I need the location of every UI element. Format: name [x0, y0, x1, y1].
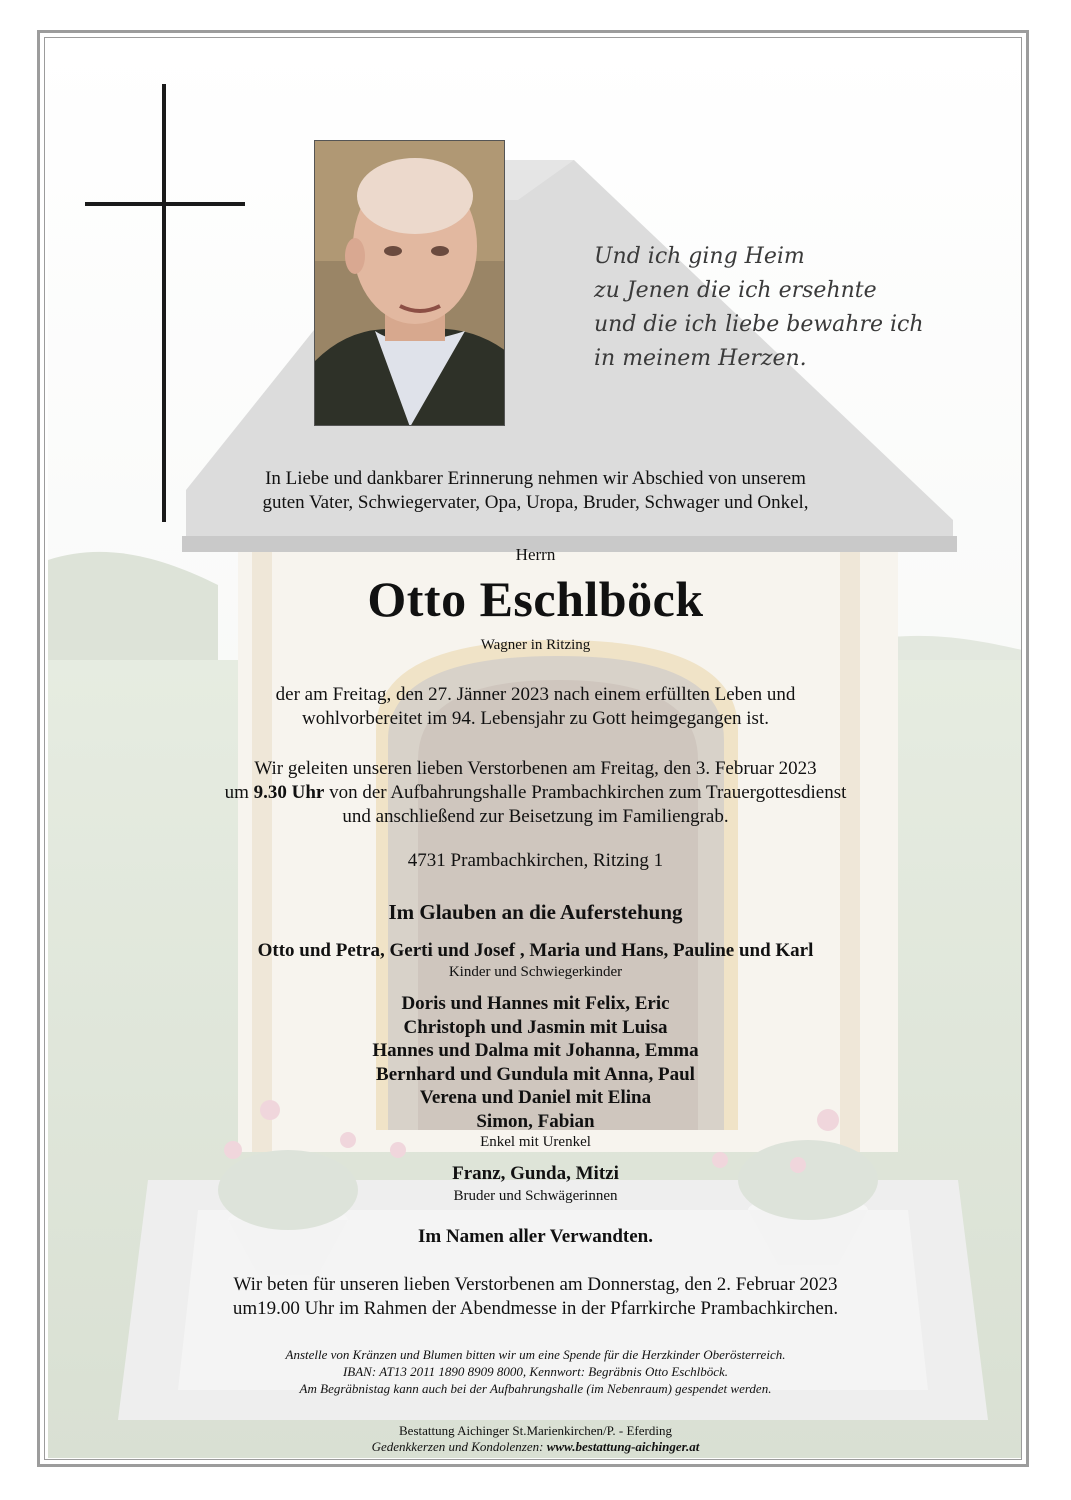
quote-poem	[594, 240, 954, 376]
footer-condolences	[48, 1439, 1023, 1455]
quote-line: Und ich ging Heim	[594, 244, 805, 269]
siblings-names: Franz, Gunda, Mitzi	[452, 1163, 619, 1184]
funeral-notice	[48, 757, 1023, 829]
children-caption: Kinder und Schwiegerkinder	[448, 964, 623, 980]
prayer-line-1: Wir beten für unseren lieben Verstorbenen am Donnerstag, den 2. Februar 2023	[233, 1274, 838, 1295]
intro-line-2: guten Vater, Schwiegervater, Opa, Uropa, Bruder, Schwager und Onkel,	[262, 492, 809, 513]
intro-text	[48, 467, 1023, 515]
death-line-1: der am Freitag, den 27. Jänner 2023 nach einem erfüllten Leben und	[275, 684, 796, 705]
grandchildren-caption: Enkel mit Urenkel	[480, 1134, 591, 1150]
children-names: Otto und Petra, Gerti und Josef , Maria und Hans, Pauline und Karl	[257, 940, 814, 961]
funeral-line-3: und anschließend zur Beisetzung im Familiengrab.	[342, 806, 729, 827]
prayer-line-2: um19.00 Uhr im Rahmen der Abendmesse in der Pfarrkirche Prambachkirchen.	[232, 1298, 839, 1319]
donation-line-1: Anstelle von Kränzen und Blumen bitten wir um eine Spende für die Herzkinder Oberösterreich.	[285, 1347, 786, 1362]
quote-line: zu Jenen die ich ersehnte	[594, 278, 877, 303]
funeral-line-1: Wir geleiten unseren lieben Verstorbenen am Freitag, den 3. Februar 2023	[254, 758, 817, 779]
footer	[48, 1423, 1023, 1455]
funeral-line-2	[48, 781, 1023, 805]
portrait-photo	[314, 140, 505, 426]
death-line-2: wohlvorbereitet im 94. Lebensjahr zu Gott heimgegangen ist.	[302, 708, 769, 729]
funeral-line-2-post: von der Aufbahrungshalle Prambachkirchen zum Trauergottesdienst	[324, 782, 847, 803]
siblings-caption: Bruder und Schwägerinnen	[453, 1188, 618, 1204]
grandchildren-line: Doris und Hannes mit Felix, Eric	[401, 993, 670, 1014]
prayer-notice	[48, 1273, 1023, 1321]
quote-line: in meinem Herzen.	[594, 346, 807, 371]
funeral-line-2-pre: um	[224, 782, 254, 803]
grandchildren-line: Hannes und Dalma mit Johanna, Emma	[372, 1040, 699, 1062]
grandchildren-line: Christoph und Jasmin mit Luisa	[403, 1016, 668, 1038]
grandchildren-line: Bernhard und Gundula mit Anna, Paul	[376, 1063, 695, 1085]
footer-website-link[interactable]: www.bestattung-aichinger.at	[546, 1439, 700, 1454]
grandchildren-line: Verena und Daniel mit Elina	[419, 1087, 652, 1109]
footer-condolences-label: Gedenkkerzen und Kondolenzen:	[371, 1439, 547, 1454]
salutation: Herrn	[515, 545, 556, 564]
cross-icon-vertical	[162, 84, 166, 522]
intro-line-1: In Liebe und dankbarer Erinnerung nehmen wir Abschied von unserem	[265, 468, 806, 489]
deceased-occupation: Wagner in Ritzing	[480, 637, 591, 653]
donation-line-3: Am Begräbnistag kann auch bei der Aufbahrungshalle (im Nebenraum) gespendet werden.	[299, 1381, 772, 1396]
deceased-name: Otto Eschlböck	[367, 571, 704, 627]
donation-line-2: IBAN: AT13 2011 1890 8909 8000, Kennwort: Begräbnis Otto Eschlböck.	[342, 1364, 729, 1379]
faith-heading: Im Glauben an die Auferstehung	[388, 900, 683, 924]
grandchildren-line: Simon, Fabian	[476, 1110, 595, 1132]
footer-company: Bestattung Aichinger St.Marienkirchen/P. - Eferding	[399, 1423, 672, 1438]
funeral-time: 9.30 Uhr	[253, 782, 325, 803]
grandchildren-list	[48, 992, 1023, 1134]
quote-line: und die ich liebe bewahre ich	[594, 312, 924, 337]
cross-icon-horizontal	[85, 202, 245, 206]
donation-notice	[48, 1346, 1023, 1397]
relatives-line: Im Namen aller Verwandten.	[417, 1226, 654, 1247]
death-notice	[48, 683, 1023, 731]
address: 4731 Prambachkirchen, Ritzing 1	[407, 850, 664, 871]
